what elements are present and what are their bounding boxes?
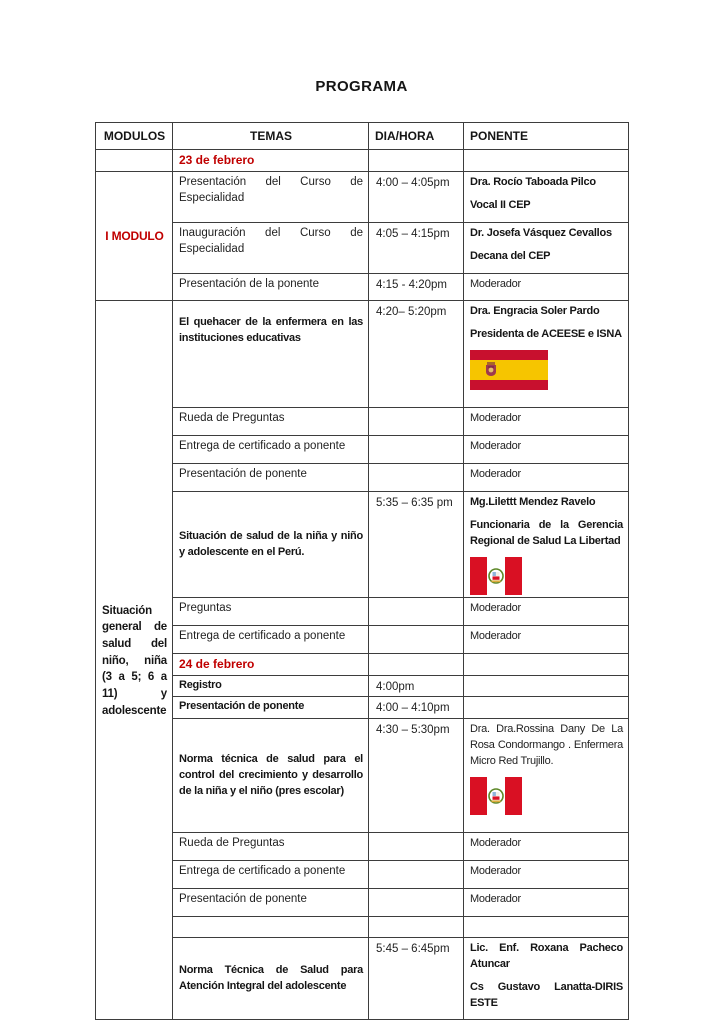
header-ponente: PONENTE — [464, 123, 629, 150]
tema-cell: Entrega de certificado a ponente — [173, 860, 369, 888]
table-row — [96, 860, 629, 888]
tema-cell: Preguntas — [173, 598, 369, 626]
hora-cell: 4:30 – 5:30pm — [369, 718, 464, 832]
ponente-cell — [464, 675, 629, 697]
module-2-cell: Situación general de salud del niño, niña (3 a 5; 6 a 11) y adolescente — [96, 301, 173, 1020]
header-dia-hora: DIA/HORA — [369, 123, 464, 150]
tema-cell — [173, 916, 369, 937]
table-row — [96, 436, 629, 464]
ponente-line: Moderador — [470, 836, 521, 849]
tema-cell: Presentación de ponente — [173, 464, 369, 492]
tema-cell: Rueda de Preguntas — [173, 408, 369, 436]
ponente-line: Moderador — [470, 630, 521, 643]
ponente-line: Dra. Dra.Rossina Dany De La Rosa Condormango . Enfermera Micro Red Trujillo. — [470, 722, 623, 767]
ponente-cell — [464, 171, 629, 222]
hora-cell — [369, 436, 464, 464]
tema-cell: Registro — [173, 675, 369, 697]
table-row-empty — [96, 916, 629, 937]
hora-cell: 5:35 – 6:35 pm — [369, 492, 464, 598]
table-row — [96, 273, 629, 301]
table-row — [96, 832, 629, 860]
ponente-cell — [464, 492, 629, 598]
peru-flag-icon — [470, 777, 623, 815]
ponente-cell — [464, 937, 629, 1020]
ponente-cell — [464, 301, 629, 408]
ponente-cell — [464, 916, 629, 937]
module-1-cell: I MODULO — [96, 171, 173, 301]
ponente-cell — [464, 697, 629, 719]
ponente-cell — [464, 888, 629, 916]
tema-cell: Norma Técnica de Salud para Atención Integral del adolescente — [173, 937, 369, 1020]
tema-cell: Presentación de ponente — [173, 697, 369, 719]
ponente-cell — [464, 408, 629, 436]
hora-cell: 4:05 – 4:15pm — [369, 222, 464, 273]
table-row-date-feb23 — [96, 150, 629, 171]
hora-cell: 4:00pm — [369, 675, 464, 697]
hora-cell — [369, 860, 464, 888]
ponente-cell — [464, 464, 629, 492]
ponente-cell — [464, 626, 629, 654]
ponente-cell — [464, 598, 629, 626]
table-row — [96, 492, 629, 598]
program-table — [95, 122, 629, 1020]
hora-cell — [369, 888, 464, 916]
date-cell: 24 de febrero — [173, 654, 369, 675]
hora-cell — [369, 598, 464, 626]
modulos-cell — [96, 150, 173, 171]
table-row — [96, 222, 629, 273]
hora-cell: 4:20– 5:20pm — [369, 301, 464, 408]
ponente-cell — [464, 222, 629, 273]
tema-cell: Presentación del Curso de Especialidad — [173, 171, 369, 222]
table-row — [96, 888, 629, 916]
tema-cell: El quehacer de la enfermera en las instituciones educativas — [173, 301, 369, 408]
hora-cell — [369, 150, 464, 171]
ponente-line: Moderador — [470, 864, 521, 877]
tema-cell: Presentación de ponente — [173, 888, 369, 916]
hora-cell: 5:45 – 6:45pm — [369, 937, 464, 1020]
ponente-line: Moderador — [470, 468, 521, 481]
ponente-cell — [464, 654, 629, 675]
ponente-line: Mg.Lilettt Mendez Ravelo — [470, 496, 596, 509]
table-row — [96, 464, 629, 492]
ponente-line: Vocal II CEP — [470, 198, 531, 211]
date-cell: 23 de febrero — [173, 150, 369, 171]
hora-cell — [369, 916, 464, 937]
ponente-line: Moderador — [470, 412, 521, 425]
header-temas: TEMAS — [173, 123, 369, 150]
tema-cell: Norma técnica de salud para el control del crecimiento y desarrollo de la niña y el niño (pres escolar) — [173, 718, 369, 832]
ponente-line: Funcionaria de la Gerencia Regional de Salud La Libertad — [470, 519, 623, 548]
table-row — [96, 171, 629, 222]
ponente-line: Lic. Enf. Roxana Pacheco Atuncar — [470, 941, 623, 970]
ponente-line: Moderador — [470, 277, 521, 290]
ponente-line: Dr. Josefa Vásquez Cevallos — [470, 226, 612, 239]
hora-cell: 4:00 – 4:10pm — [369, 697, 464, 719]
ponente-cell — [464, 860, 629, 888]
header-modulos: MODULOS — [96, 123, 173, 150]
hora-cell — [369, 654, 464, 675]
ponente-cell — [464, 718, 629, 832]
tema-cell: Presentación de la ponente — [173, 273, 369, 301]
hora-cell — [369, 626, 464, 654]
tema-cell: Entrega de certificado a ponente — [173, 626, 369, 654]
table-header-row — [96, 123, 629, 150]
hora-cell — [369, 408, 464, 436]
tema-cell: Situación de salud de la niña y niño y adolescente en el Perú. — [173, 492, 369, 598]
hora-cell: 4:00 – 4:05pm — [369, 171, 464, 222]
tema-cell: Inauguración del Curso de Especialidad — [173, 222, 369, 273]
tema-cell: Entrega de certificado a ponente — [173, 436, 369, 464]
ponente-line: Moderador — [470, 602, 521, 615]
ponente-cell — [464, 273, 629, 301]
peru-flag-icon — [470, 557, 623, 595]
table-row — [96, 718, 629, 832]
ponente-line: Decana del CEP — [470, 249, 551, 262]
hora-cell: 4:15 - 4:20pm — [369, 273, 464, 301]
ponente-line: Cs Gustavo Lanatta-DIRIS ESTE — [470, 980, 623, 1009]
ponente-cell — [464, 436, 629, 464]
table-row — [96, 675, 629, 697]
page-title: PROGRAMA — [315, 78, 408, 95]
ponente-line: Moderador — [470, 892, 521, 905]
ponente-cell — [464, 150, 629, 171]
tema-cell: Rueda de Preguntas — [173, 832, 369, 860]
table-row — [96, 598, 629, 626]
hora-cell — [369, 832, 464, 860]
spain-flag-icon — [470, 350, 623, 390]
ponente-line: Dra. Engracia Soler Pardo — [470, 305, 600, 318]
ponente-line: Presidenta de ACEESE e ISNA — [470, 328, 622, 341]
hora-cell — [369, 464, 464, 492]
table-row-date-feb24 — [96, 654, 629, 675]
table-row — [96, 626, 629, 654]
ponente-line: Moderador — [470, 440, 521, 453]
table-row — [96, 301, 629, 408]
ponente-cell — [464, 832, 629, 860]
table-row — [96, 937, 629, 1020]
table-row — [96, 697, 629, 719]
ponente-line: Dra. Rocío Taboada Pilco — [470, 175, 596, 188]
table-row — [96, 408, 629, 436]
